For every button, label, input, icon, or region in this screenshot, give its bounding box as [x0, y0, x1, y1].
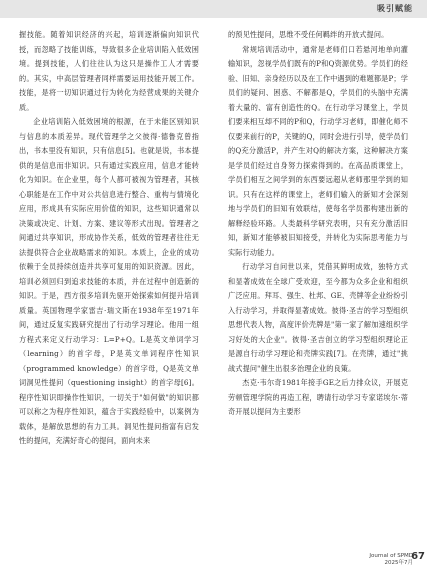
- page-number: 67: [411, 551, 425, 562]
- column-tag: 吸引赋能: [377, 4, 413, 13]
- issue-date: 2025年7月: [384, 560, 413, 566]
- paragraph: 握技能。随着知识经济的兴起，培训逐渐偏向知识代授，而忽略了技能训练，导致很多企业培训陷入低效困境。提到技能，人们往往认为这只是操作工人才需要的。其实，中高层管理者同样需要运用技能开展工作。技能，是将一切知识通过行为转化为经营成果的关键介质。: [19, 30, 199, 112]
- header-bar: [0, 0, 427, 18]
- page-footer: [369, 551, 425, 567]
- paragraph: 常规培训活动中，通常是老师们口若悬河地单向灌输知识，忽视学员们既有的P和Q资源优势。学员们的经验、旧知、亲身经历以及在工作中遇到的难题都是P；学员们的疑问、困惑、不解都是Q，学员们的头脑中充满着大量的、富有创造性的Q。在行动学习课堂上，学员们要来相互却不同的P和Q，行动学习老师，即催化师不仅要来前行的P，关键的Q，同时会进行引导，使学员们的Q充分激活P，并产生对Q的解决方案，这种解决方案是学员们经过自身努力探索得到的。在高品质课堂上，学员们相互之间学到的东西要远超从老师那里学到的知识。只有在这样的课堂上，老师们输入的新知才会深刻地与学员们的旧知有效联结，使每名学员都构建出新的解释经验环路。人类最科学研究表明，只有充分激活旧知，新知才能够被旧知接受，并转化为实际思考能力与实际行动能力。: [228, 44, 408, 257]
- paragraph: 企业培训陷入低效困境的根源，在于未能区别知识与信息的本质差异。现代管理学之父彼得·德鲁克曾指出，书本里没有知识，只有信息[5]。也就是说，书本提供的是信息而非知识。只有通过实践应用，信息才能转化为知识。在企业里，每个人都可被视为管理者，其核心职能是在工作中对公共信息进行整合、重构与情境化应用，形成具有实际应用价值的知识，这些知识通常以决策或决定、计划、方案、建议等形式出现。管理者之间通过共享知识，形成协作关系，低效的管理者往往无法提供符合企业战略需求的知识。本质上，企业的成功依赖于全员持续创造并共享可复用的知识资源。因此，培训必须回归到追求技能的本质，并在过程中创造新的知识。于是，西方很多培训先驱开始探索如何提升培训质量。英国物理学家雷吉·瑞文斯在1938年至1971年间，通过反复实践研究提出了行动学习理论。他用一组方程式来定义行动学习：L=P+Q。L是英文单词学习（learning）的首字母，P是英文单词程序性知识（programmed knowledge）的首字母，Q是英文单词洞见性提问（questioning insight）的首字母[6]。程序性知识即操作性知识，一切关于"如何做"的知识都可以称之为程序性知识，蕴含于实践经验中，以案例为载体，是解放思想的有力工具。洞见性提问指富有启发性的提问，充满好奇心的提问，面向未来: [19, 117, 199, 445]
- paragraph: 行动学习自问世以来，凭借其鲜明成效，独特方式和显著成效在全球广受欢迎，至今都为众多企业和组织广泛应用。拜耳、强生、杜邦、GE、壳牌等企业纷纷引入行动学习，并取得显著成效。彼得·圣吉的学习型组织思想代表人物，高度评价壳牌是"第一家了解加速组织学习好处的大企业"。彼得·圣吉创立的学习型组织理论正是源自行动学习理论和壳牌实践[7]。在壳牌，通过"挑战式提问"催生出很多治理企业的良策。: [228, 262, 408, 373]
- right-column: [228, 28, 408, 420]
- paragraph: 的预见性提问，思维不受任何羁绊的开放式提问。: [228, 30, 389, 39]
- paragraph: 杰克·韦尔奇1981年接手GE之后力排众议，开展克劳顿管理学院的再造工程，聘请行动学习专家诺埃尔·蒂奇开展以提问为主要形: [228, 378, 408, 416]
- left-column: [19, 28, 199, 449]
- journal-name: Journal of SPMD: [369, 553, 413, 559]
